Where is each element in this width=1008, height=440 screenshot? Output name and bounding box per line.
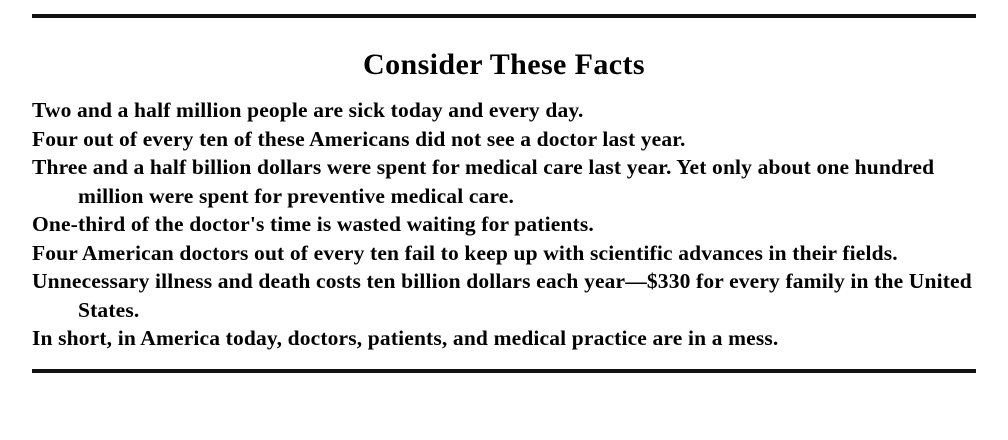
fact-item bbox=[32, 153, 976, 210]
fact-text: In short, in America today, doctors, patients, and medical practice are in a mess. bbox=[32, 326, 779, 350]
page-title: Consider These Facts bbox=[363, 48, 645, 81]
fact-item bbox=[32, 267, 976, 324]
fact-text: Unnecessary illness and death costs ten billion dollars each year—$330 for every family in the United States. bbox=[32, 269, 972, 322]
document-page bbox=[0, 14, 1008, 440]
bottom-divider-rule bbox=[32, 369, 976, 373]
fact-item bbox=[32, 96, 976, 125]
fact-text: Two and a half million people are sick today and every day. bbox=[32, 98, 584, 122]
fact-item bbox=[32, 210, 976, 239]
facts-list bbox=[32, 96, 976, 353]
fact-item bbox=[32, 125, 976, 154]
fact-item bbox=[32, 324, 976, 353]
top-divider-rule bbox=[32, 14, 976, 18]
fact-text: Four American doctors out of every ten fail to keep up with scientific advances in their fields. bbox=[32, 240, 898, 265]
fact-item bbox=[32, 239, 976, 268]
fact-text: Three and a half billion dollars were spent for medical care last year. Yet only about one hundred million were spent for preventive medical care. bbox=[32, 155, 935, 208]
fact-text: Four out of every ten of these Americans did not see a doctor last year. bbox=[32, 126, 686, 151]
fact-text: One-third of the doctor's time is wasted waiting for patients. bbox=[32, 212, 594, 236]
